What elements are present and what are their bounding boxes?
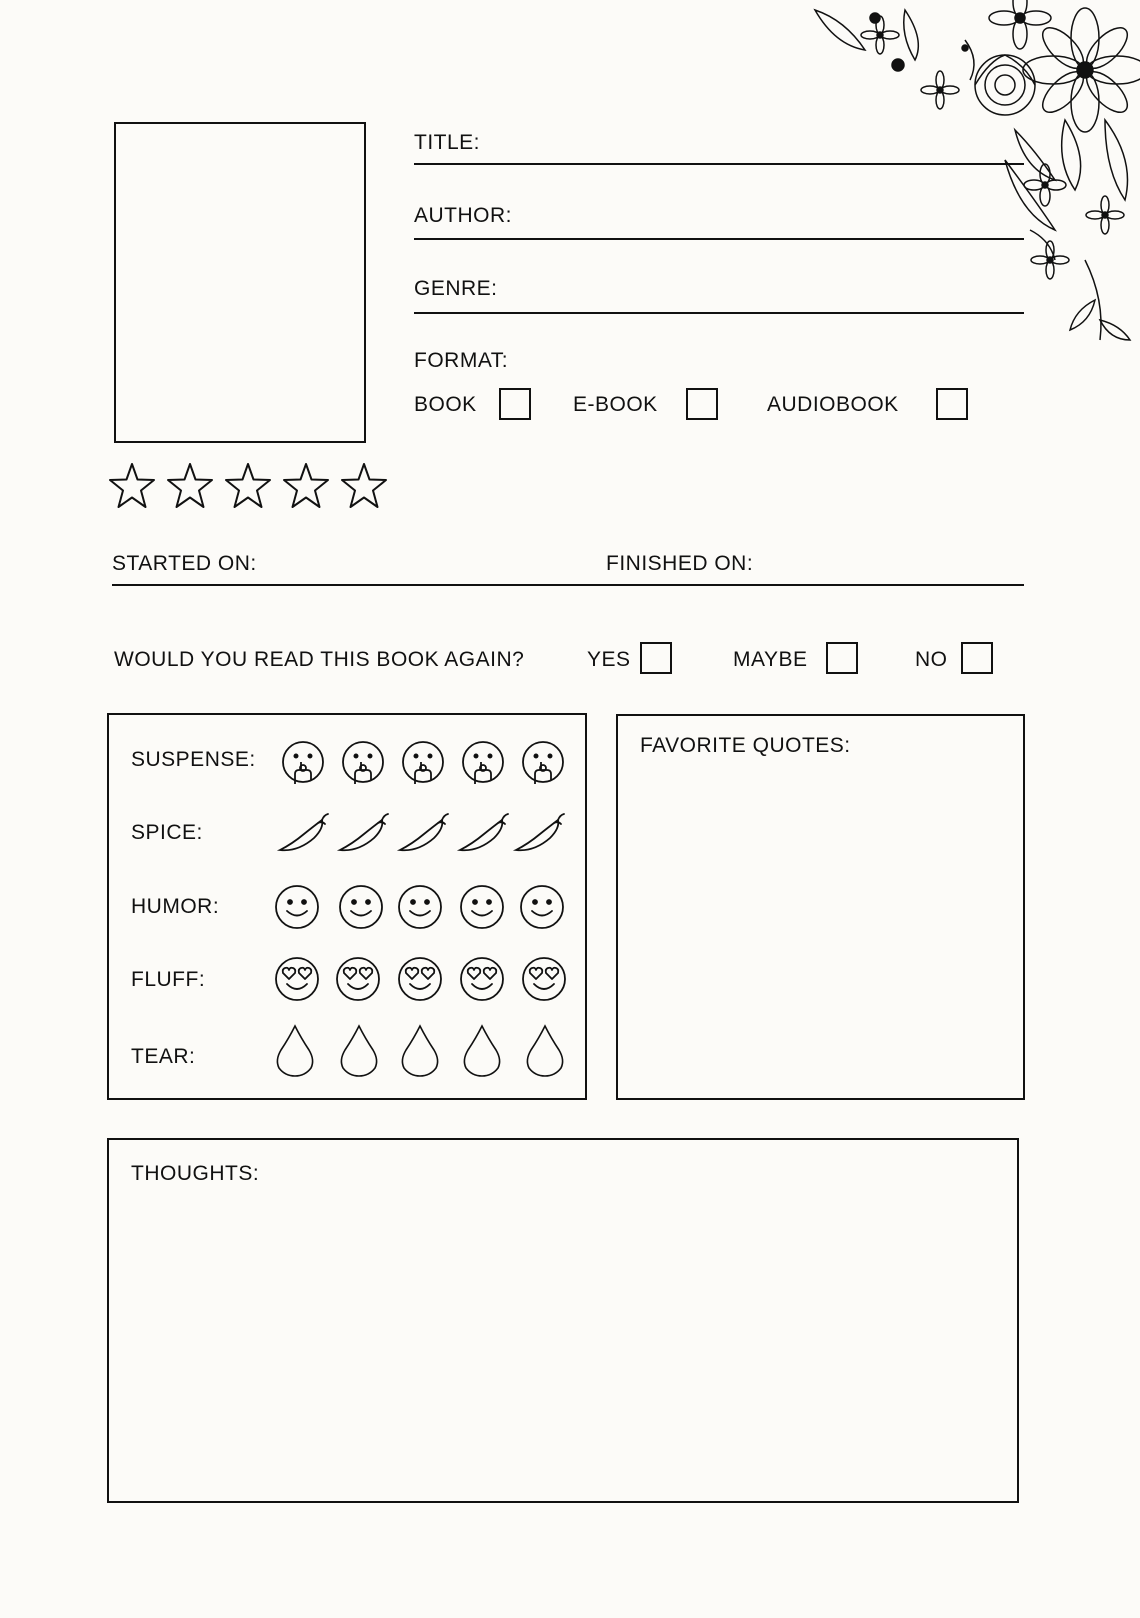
finished-on-label: FINISHED ON: xyxy=(606,552,754,575)
thoughts-box[interactable] xyxy=(107,1138,1019,1503)
heart-eyes-face-icon[interactable] xyxy=(274,956,320,1002)
tear-drop-icon[interactable] xyxy=(462,1024,502,1078)
format-book-checkbox[interactable] xyxy=(499,388,531,420)
smiley-face-icon[interactable] xyxy=(519,884,565,930)
tear-drop-icon[interactable] xyxy=(339,1024,379,1078)
format-audiobook-checkbox[interactable] xyxy=(936,388,968,420)
thoughts-label: THOUGHTS: xyxy=(131,1162,260,1185)
reread-yes-label: YES xyxy=(587,648,631,671)
star-icon[interactable] xyxy=(108,462,156,510)
smiley-face-icon[interactable] xyxy=(338,884,384,930)
heart-eyes-face-icon[interactable] xyxy=(459,956,505,1002)
dates-field-line[interactable] xyxy=(112,584,1024,586)
author-label: AUTHOR: xyxy=(414,204,512,227)
shush-face-icon[interactable] xyxy=(461,740,505,786)
reread-yes-checkbox[interactable] xyxy=(640,642,672,674)
chili-pepper-icon[interactable] xyxy=(278,812,330,854)
heart-eyes-face-icon[interactable] xyxy=(521,956,567,1002)
mood-label-spice: SPICE: xyxy=(131,821,203,844)
smiley-face-icon[interactable] xyxy=(274,884,320,930)
shush-face-icon[interactable] xyxy=(281,740,325,786)
tear-drop-icon[interactable] xyxy=(525,1024,565,1078)
format-option-ebook-label: E-BOOK xyxy=(573,393,658,416)
tear-drop-icon[interactable] xyxy=(400,1024,440,1078)
reread-no-checkbox[interactable] xyxy=(961,642,993,674)
mood-label-fluff: FLUFF: xyxy=(131,968,206,991)
shush-face-icon[interactable] xyxy=(401,740,445,786)
genre-field[interactable] xyxy=(414,312,1024,314)
started-on-label: STARTED ON: xyxy=(112,552,257,575)
cover-image-box[interactable] xyxy=(114,122,366,443)
reread-question: WOULD YOU READ THIS BOOK AGAIN? xyxy=(114,648,525,671)
chili-pepper-icon[interactable] xyxy=(514,812,566,854)
reread-no-label: NO xyxy=(915,648,948,671)
star-icon[interactable] xyxy=(224,462,272,510)
mood-label-tear: TEAR: xyxy=(131,1045,196,1068)
mood-label-suspense: SUSPENSE: xyxy=(131,748,256,771)
star-rating xyxy=(108,462,388,514)
tear-drop-icon[interactable] xyxy=(275,1024,315,1078)
mood-label-humor: HUMOR: xyxy=(131,895,220,918)
chili-pepper-icon[interactable] xyxy=(338,812,390,854)
chili-pepper-icon[interactable] xyxy=(458,812,510,854)
author-field[interactable] xyxy=(414,238,1024,240)
star-icon[interactable] xyxy=(282,462,330,510)
star-icon[interactable] xyxy=(340,462,388,510)
reread-maybe-checkbox[interactable] xyxy=(826,642,858,674)
smiley-face-icon[interactable] xyxy=(459,884,505,930)
heart-eyes-face-icon[interactable] xyxy=(335,956,381,1002)
title-field[interactable] xyxy=(414,163,1024,165)
format-label: FORMAT: xyxy=(414,349,509,372)
smiley-face-icon[interactable] xyxy=(397,884,443,930)
shush-face-icon[interactable] xyxy=(521,740,565,786)
title-label: TITLE: xyxy=(414,131,481,154)
chili-pepper-icon[interactable] xyxy=(398,812,450,854)
reread-maybe-label: MAYBE xyxy=(733,648,808,671)
heart-eyes-face-icon[interactable] xyxy=(397,956,443,1002)
favorite-quotes-box[interactable] xyxy=(616,714,1025,1100)
genre-label: GENRE: xyxy=(414,277,498,300)
floral-corner-icon xyxy=(805,0,1140,350)
format-option-audiobook-label: AUDIOBOOK xyxy=(767,393,899,416)
shush-face-icon[interactable] xyxy=(341,740,385,786)
star-icon[interactable] xyxy=(166,462,214,510)
favorite-quotes-label: FAVORITE QUOTES: xyxy=(640,734,851,757)
format-ebook-checkbox[interactable] xyxy=(686,388,718,420)
format-option-book-label: BOOK xyxy=(414,393,477,416)
